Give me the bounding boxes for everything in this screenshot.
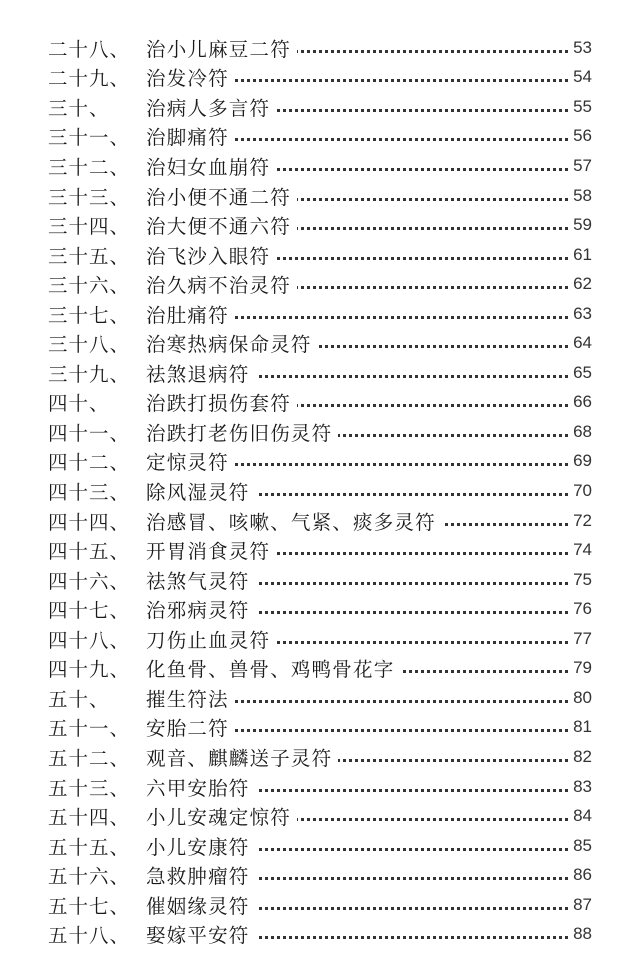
entry-page-number: 84 <box>573 806 592 826</box>
entry-title: 治小儿麻豆二符 <box>146 34 297 62</box>
entry-title: 祛煞退病符 <box>146 359 256 387</box>
entry-number: 三十四、 <box>48 215 131 239</box>
toc-entry <box>0 742 638 772</box>
entry-title: 催姻缘灵符 <box>146 891 256 919</box>
entry-number: 五十五、 <box>48 835 131 859</box>
entry-page-number: 75 <box>573 569 592 589</box>
toc-entry <box>0 240 638 270</box>
entry-number: 三十七、 <box>48 303 131 327</box>
toc-entry <box>0 801 638 831</box>
entry-page-number: 53 <box>573 37 592 57</box>
entry-page-number: 55 <box>573 96 592 116</box>
entry-page-number: 80 <box>573 687 592 707</box>
entry-page-number: 81 <box>573 717 592 737</box>
toc-entry <box>0 358 638 388</box>
entry-page-number: 61 <box>573 244 592 264</box>
entry-title: 治邪病灵符 <box>146 595 256 623</box>
entry-number: 五十六、 <box>48 865 131 889</box>
entry-title: 观音、麒麟送子灵符 <box>146 743 338 771</box>
entry-title: 治小便不通二符 <box>146 182 297 210</box>
entry-title: 治飞沙入眼符 <box>146 241 276 269</box>
entry-number: 三十、 <box>48 96 110 120</box>
entry-number: 五十二、 <box>48 746 131 770</box>
toc-entry <box>0 417 638 447</box>
entry-page-number: 64 <box>573 333 592 353</box>
entry-page-number: 82 <box>573 746 592 766</box>
entry-page-number: 72 <box>573 510 592 530</box>
entry-number: 三十九、 <box>48 362 131 386</box>
entry-title: 治跌打损伤套符 <box>146 388 297 416</box>
entry-title: 安胎二符 <box>146 713 235 741</box>
entry-page-number: 70 <box>573 481 592 501</box>
entry-page-number: 58 <box>573 185 592 205</box>
entry-page-number: 65 <box>573 362 592 382</box>
entry-title: 祛煞气灵符 <box>146 566 256 594</box>
entry-page-number: 69 <box>573 451 592 471</box>
entry-title: 除风湿灵符 <box>146 477 256 505</box>
entry-title: 治跌打老伤旧伤灵符 <box>146 418 338 446</box>
entry-number: 四十七、 <box>48 599 131 623</box>
entry-number: 四十一、 <box>48 421 131 445</box>
entry-title: 治脚痛符 <box>146 122 235 150</box>
toc-entry <box>0 594 638 624</box>
entry-title: 治病人多言符 <box>146 93 276 121</box>
entry-number: 二十九、 <box>48 67 131 91</box>
toc-entry <box>0 92 638 122</box>
entry-page-number: 63 <box>573 303 592 323</box>
entry-number: 四十四、 <box>48 510 131 534</box>
toc-entry <box>0 63 638 93</box>
entry-number: 五十一、 <box>48 717 131 741</box>
toc-entry <box>0 683 638 713</box>
entry-page-number: 62 <box>573 274 592 294</box>
entry-number: 四十五、 <box>48 540 131 564</box>
entry-title: 六甲安胎符 <box>146 773 256 801</box>
entry-number: 五十四、 <box>48 806 131 830</box>
entry-page-number: 79 <box>573 658 592 678</box>
entry-title: 治发冷符 <box>146 63 235 91</box>
toc-entry <box>0 33 638 63</box>
entry-page-number: 57 <box>573 155 592 175</box>
entry-title: 小儿安康符 <box>146 832 256 860</box>
entry-number: 五十七、 <box>48 894 131 918</box>
entry-page-number: 59 <box>573 215 592 235</box>
toc-entry <box>0 151 638 181</box>
entry-number: 四十三、 <box>48 481 131 505</box>
entry-number: 三十一、 <box>48 126 131 150</box>
toc-entry <box>0 860 638 890</box>
entry-title: 小儿安魂定惊符 <box>146 802 297 830</box>
entry-number: 五十八、 <box>48 924 131 948</box>
toc-entry <box>0 181 638 211</box>
entry-title: 治肚痛符 <box>146 300 235 328</box>
toc-entry <box>0 447 638 477</box>
toc-entry <box>0 713 638 743</box>
entry-page-number: 76 <box>573 599 592 619</box>
entry-title: 化鱼骨、兽骨、鸡鸭骨花字 <box>146 654 400 682</box>
entry-title: 刀伤止血灵符 <box>146 625 276 653</box>
toc-entry <box>0 299 638 329</box>
entry-page-number: 86 <box>573 865 592 885</box>
entry-page-number: 85 <box>573 835 592 855</box>
entry-title: 治大便不通六符 <box>146 211 297 239</box>
toc-entry <box>0 890 638 920</box>
entry-title: 急救肿瘤符 <box>146 861 256 889</box>
entry-number: 二十八、 <box>48 37 131 61</box>
entry-title: 治妇女血崩符 <box>146 152 276 180</box>
entry-number: 三十八、 <box>48 333 131 357</box>
entry-title: 摧生符法 <box>146 684 235 712</box>
toc-entry <box>0 535 638 565</box>
entry-title: 开胃消食灵符 <box>146 536 276 564</box>
entry-page-number: 54 <box>573 67 592 87</box>
entry-page-number: 77 <box>573 628 592 648</box>
toc-entry <box>0 329 638 359</box>
toc-entry <box>0 388 638 418</box>
toc-entry <box>0 772 638 802</box>
entry-number: 五十、 <box>48 687 110 711</box>
toc-entry <box>0 210 638 240</box>
entry-number: 四十六、 <box>48 569 131 593</box>
entry-page-number: 66 <box>573 392 592 412</box>
toc-entry <box>0 654 638 684</box>
entry-page-number: 68 <box>573 421 592 441</box>
entry-page-number: 56 <box>573 126 592 146</box>
toc-entry <box>0 565 638 595</box>
toc-entry <box>0 831 638 861</box>
entry-page-number: 87 <box>573 894 592 914</box>
toc-entry <box>0 269 638 299</box>
entry-number: 五十三、 <box>48 776 131 800</box>
toc-entry <box>0 920 638 950</box>
entry-title: 治感冒、咳嗽、气紧、痰多灵符 <box>146 507 442 535</box>
entry-number: 三十五、 <box>48 244 131 268</box>
entry-number: 四十八、 <box>48 628 131 652</box>
entry-number: 三十六、 <box>48 274 131 298</box>
toc-entry <box>0 506 638 536</box>
entry-number: 四十、 <box>48 392 110 416</box>
entry-title: 治寒热病保命灵符 <box>146 329 318 357</box>
entry-page-number: 83 <box>573 776 592 796</box>
entry-page-number: 74 <box>573 540 592 560</box>
entry-number: 四十二、 <box>48 451 131 475</box>
entry-number: 四十九、 <box>48 658 131 682</box>
entry-number: 三十三、 <box>48 185 131 209</box>
entry-title: 治久病不治灵符 <box>146 270 297 298</box>
entry-title: 定惊灵符 <box>146 447 235 475</box>
toc-entry <box>0 624 638 654</box>
entry-page-number: 88 <box>573 924 592 944</box>
toc-entry <box>0 122 638 152</box>
entry-title: 娶嫁平安符 <box>146 920 256 948</box>
toc-entry <box>0 476 638 506</box>
entry-number: 三十二、 <box>48 155 131 179</box>
